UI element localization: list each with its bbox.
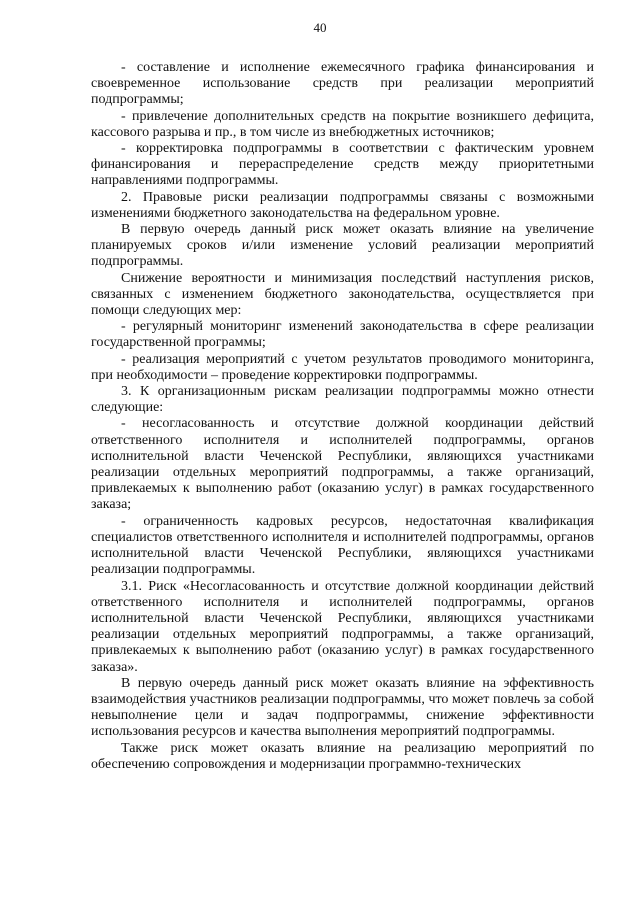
paragraph-risk-mitigation: Снижение вероятности и минимизация последствий наступления рисков, связанных с изменением бюджетного законодательства, осуществляется при помощи следующих мер: <box>91 270 594 319</box>
paragraph-legal-risk-impact: В первую очередь данный риск может оказать влияние на увеличение планируемых сроков и/или изменение условий реализации мероприятий подпрограммы. <box>91 222 594 270</box>
paragraph-technical-support: Также риск может оказать влияние на реализацию мероприятий по обеспечению сопровождения и модернизации программно-технических <box>91 740 594 772</box>
paragraph-coordination-issues: - несогласованность и отсутствие должной координации действий ответственного исполнителя и исполнителей подпрограммы, органов исполнительной власти Чеченской Республики, являющихся участниками реализации отдельных мероприятий подпрограммы, а также организаций, привлекаемых к выполнению работ (оказанию услуг) в рамках государственного заказа; <box>91 416 594 513</box>
paragraph-financing-schedule: - составление и исполнение ежемесячного графика финансирования и своевременное использование средств при реализации мероприятий подпрограммы; <box>91 60 594 108</box>
paragraph-risk-3-1: 3.1. Риск «Несогласованность и отсутствие должной координации действий ответственного исполнителя и исполнителей подпрограммы, органов исполнительной власти Чеченской Республики, являющихся участниками реализации отдельных мероприятий подпрограммы, а также организаций, привлекаемых к выполнению работ (оказанию услуг) в рамках государственного заказа». <box>91 578 594 675</box>
paragraph-organizational-risks: 3. К организационным рискам реализации подпрограммы можно отнести следующие: <box>91 384 594 416</box>
paragraph-legislation-monitoring: - регулярный мониторинг изменений законодательства в сфере реализации государственной программы; <box>91 319 594 351</box>
paragraph-additional-funds: - привлечение дополнительных средств на покрытие возникшего дефицита, кассового разрыва и пр., в том числе из внебюджетных источников; <box>91 108 594 140</box>
document-body <box>91 60 594 773</box>
paragraph-subprogram-adjustment: - корректировка подпрограммы в соответствии с фактическим уровнем финансирования и перераспределение средств между приоритетными направлениями подпрограммы. <box>91 141 594 189</box>
paragraph-legal-risks: 2. Правовые риски реализации подпрограммы связаны с возможными изменениями бюджетного законодательства на федеральном уровне. <box>91 189 594 221</box>
page-number: 40 <box>313 20 327 35</box>
paragraph-monitoring-results: - реализация мероприятий с учетом результатов проводимого мониторинга, при необходимости – проведение корректировки подпрограммы. <box>91 351 594 383</box>
paragraph-limited-resources: - ограниченность кадровых ресурсов, недостаточная квалификация специалистов ответственного исполнителя и исполнителей подпрограммы, органов исполнительной власти Чеченской Республики, являющихся участниками реализации подпрограммы. <box>91 513 594 578</box>
paragraph-risk-3-1-impact: В первую очередь данный риск может оказать влияние на эффективность взаимодействия участников реализации подпрограммы, что может повлечь за собой невыполнение цели и задач подпрограммы, снижение эффективности использования ресурсов и качества выполнения мероприятий подпрограммы. <box>91 675 594 740</box>
